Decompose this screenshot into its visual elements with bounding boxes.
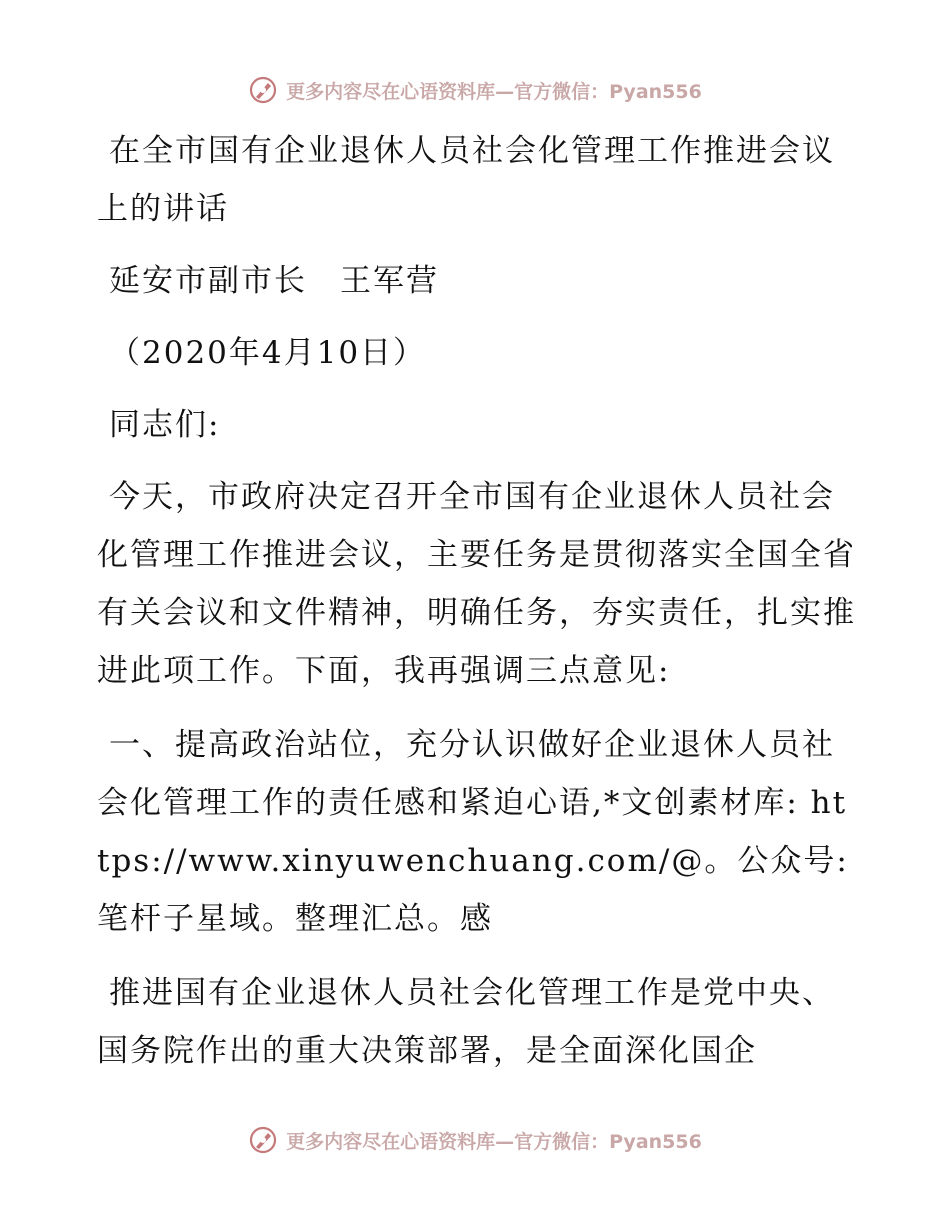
watermark-text: 更多内容尽在心语资料库—官方微信：Pyan556 <box>286 80 702 103</box>
paragraph: 今天，市政府决定召开全市国有企业退休人员社会化管理工作推进会议，主要任务是贯彻落实全国全省有关会议和文件精神，明确任务，夯实责任，扎实推进此项工作。下面，我再强调三点意见: <box>97 479 856 689</box>
header-watermark <box>0 72 950 108</box>
paragraph: 推进国有企业退休人员社会化管理工作是党中央、国务院作出的重大决策部署，是全面深化国企 <box>97 975 835 1069</box>
document-body <box>97 122 857 1096</box>
footer-watermark <box>0 1122 950 1158</box>
pen-seal-icon <box>248 1125 278 1155</box>
document-author: 延安市副市长 王军营 <box>109 263 439 299</box>
watermark-text: 更多内容尽在心语资料库—官方微信：Pyan556 <box>286 1130 702 1153</box>
paragraph: 一、提高政治站位，充分认识做好企业退休人员社会化管理工作的责任感和紧迫心语,*文创素材库: https://www.xinyuwenchuang.com/@。公众号: 笔杆子星域。整理汇总。感 <box>97 727 849 937</box>
pen-seal-icon <box>248 75 278 105</box>
document-date: （2020年4月10日） <box>109 335 427 371</box>
document-title: 在全市国有企业退休人员社会化管理工作推进会议上的讲话 <box>97 133 835 227</box>
document-greeting: 同志们: <box>109 407 221 443</box>
